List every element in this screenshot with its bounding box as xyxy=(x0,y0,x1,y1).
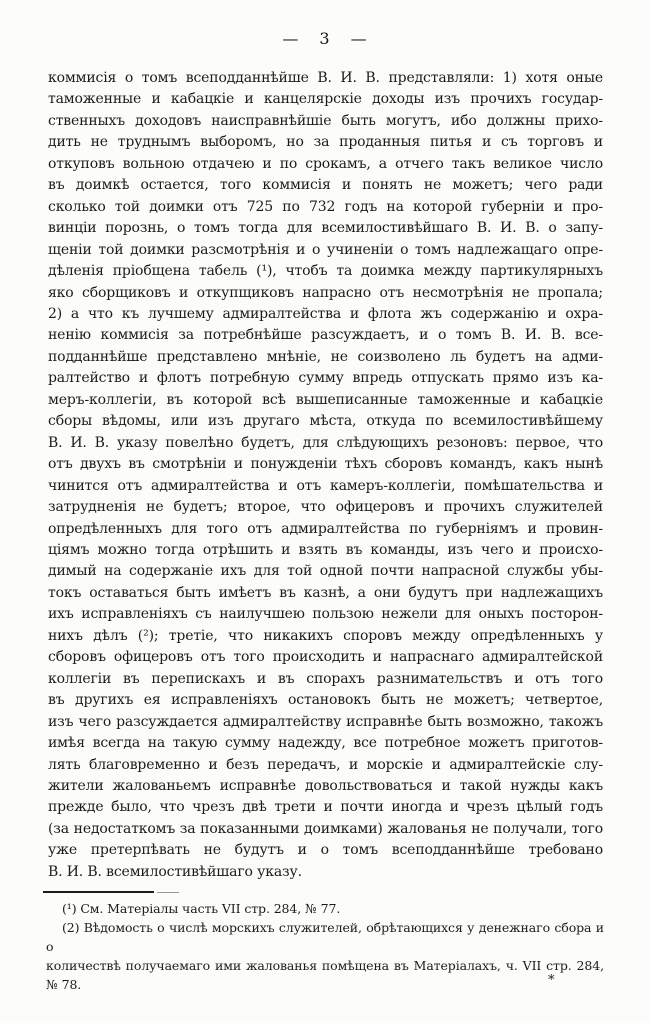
body-line: откуповъ вольною отдачею и по срокамъ, а отчего такъ великое число xyxy=(48,155,603,172)
footnote-separator-rule xyxy=(43,891,154,893)
footnote-2-line-1: (2) Вѣдомость о числѣ морскихъ служителей, обрѣтающихся у денежнаго сбора и о xyxy=(46,920,604,954)
body-line: подданнѣйше представлено мнѣніе, не соизволено ль будетъ на адми- xyxy=(48,348,603,365)
body-line: В. И. В. указу повелѣно будетъ, для слѣдующихъ резоновъ: первое, что xyxy=(48,434,603,451)
footnotes-section xyxy=(46,899,604,994)
body-line: затрудненія не будетъ; второе, что офицеровъ и прочихъ служителей xyxy=(48,499,603,516)
body-line: сборовъ офицеровъ отъ того происходить и напраснаго адмиралтейской xyxy=(48,649,603,666)
body-line: чинится отъ адмиралтейства и отъ камеръ-коллегіи, помѣшательства и xyxy=(48,477,603,494)
body-line: жители жалованьемъ исправнѣе довольствоваться и такой нужды какъ xyxy=(48,777,603,794)
body-line: въ доимкѣ остается, того коммисія и понять не можетъ; чего ради xyxy=(48,177,603,194)
body-line: сборы вѣдомы, или изъ другаго мѣста, откуда по всемилостивѣйшему xyxy=(48,413,603,430)
page-number: — 3 — xyxy=(282,29,368,48)
body-line: щеніи той доимки разсмотрѣнія и о учиненіи о томъ надлежащаго опре- xyxy=(48,241,603,258)
body-line: меръ-коллегіи, въ которой всѣ вышеписанные таможенные и кабацкіе xyxy=(48,391,603,408)
body-line: коммисія о томъ всеподданнѣйше В. И. В. представляли: 1) хотя оные xyxy=(48,70,603,86)
body-line: лять благовременно и безъ передачъ, и морскіе и адмиралтейскіе слу- xyxy=(48,756,603,773)
footnote-separator-rule-tail xyxy=(157,892,179,893)
body-line: димый на содержаніе ихъ для той одной почти напрасной службы убы- xyxy=(48,563,603,580)
body-line: имѣя всегда на такую сумму надежду, все потребное можетъ приготов- xyxy=(48,735,603,752)
body-line: прежде было, что чрезъ двѣ трети и почти иногда и чрезъ цѣлый годъ xyxy=(48,799,603,816)
body-line: таможенные и кабацкіе и канцелярскіе доходы изъ прочихъ государ- xyxy=(48,91,603,108)
footnote-1: (¹) См. Матеріалы часть VII стр. 284, № 77. xyxy=(62,901,341,916)
body-line: токъ оставаться быть имѣетъ въ казнѣ, а они будутъ при надлежащихъ xyxy=(48,584,603,601)
body-line: уже претерпѣвать не будутъ и о томъ всеподданнѣйше требовано xyxy=(48,842,603,859)
body-paragraph xyxy=(48,68,603,883)
body-line: дить не труднымъ выборомъ, но за проданныя питья и съ торговъ и xyxy=(48,134,603,151)
body-line: опредѣленныхъ для того отъ адмиралтейства по губерніямъ и провин- xyxy=(48,520,603,537)
body-line: ціямъ можно тогда отрѣшить и взять въ команды, изъ чего и происхо- xyxy=(48,541,603,558)
body-line: В. И. В. всемилостивѣйшаго указу. xyxy=(48,863,302,880)
body-line: яко сборщиковъ и откупщиковъ напрасно отъ несмотрѣнія не пропала; xyxy=(48,284,603,301)
body-line: (за недостаткомъ за показанными доимками) жалованья не получали, того xyxy=(48,820,603,837)
footnote-2-line-2: количествѣ получаемаго ими жалованья помѣщена въ Матеріалахъ, ч. VII стр. 284, xyxy=(46,958,604,973)
body-line: въ другихъ ея исправленіяхъ остановокъ быть не можетъ; четвертое, xyxy=(48,692,603,709)
body-line: коллегіи въ перепискахъ и въ спорахъ разнимательствъ и отъ того xyxy=(48,670,603,687)
signature-mark: * xyxy=(548,973,555,988)
body-line: нихъ дѣлъ (²); третіе, что никакихъ споровъ между опредѣленныхъ у xyxy=(48,627,603,644)
body-line: сколько той доимки отъ 725 по 732 годъ на которой губерніи и про- xyxy=(48,198,603,215)
body-line: отъ двухъ въ смотрѣніи и понужденіи тѣхъ сборовъ командъ, какъ нынѣ xyxy=(48,456,603,473)
body-line: дѣленія пріобщена табель (¹), чтобъ та доимка между партикулярныхъ xyxy=(48,263,603,280)
body-line: 2) а что къ лучшему адмиралтейства и флота жъ содержанію и охра- xyxy=(48,305,603,322)
body-line: ственныхъ доходовъ наисправнѣйшіе быть могутъ, ибо должны прихо- xyxy=(48,112,603,129)
body-line: изъ чего разсуждается адмиралтейству исправнѣе быть возможно, такожъ xyxy=(48,713,603,730)
body-line: ненію коммисія за потребнѣйше разсуждаетъ, и о томъ В. И. В. все- xyxy=(48,327,603,344)
body-line: ралтейство и флотъ потребную сумму впредь отпускать прямо изъ ка- xyxy=(48,370,603,387)
footnote-2-line-3: № 78. xyxy=(46,977,82,992)
body-line: ихъ исправленіяхъ съ наилучшею пользою нежели для оныхъ посторон- xyxy=(48,606,603,623)
body-line: винціи порознь, о томъ тогда для всемилостивѣйшаго В. И. В. о запу- xyxy=(48,220,603,237)
